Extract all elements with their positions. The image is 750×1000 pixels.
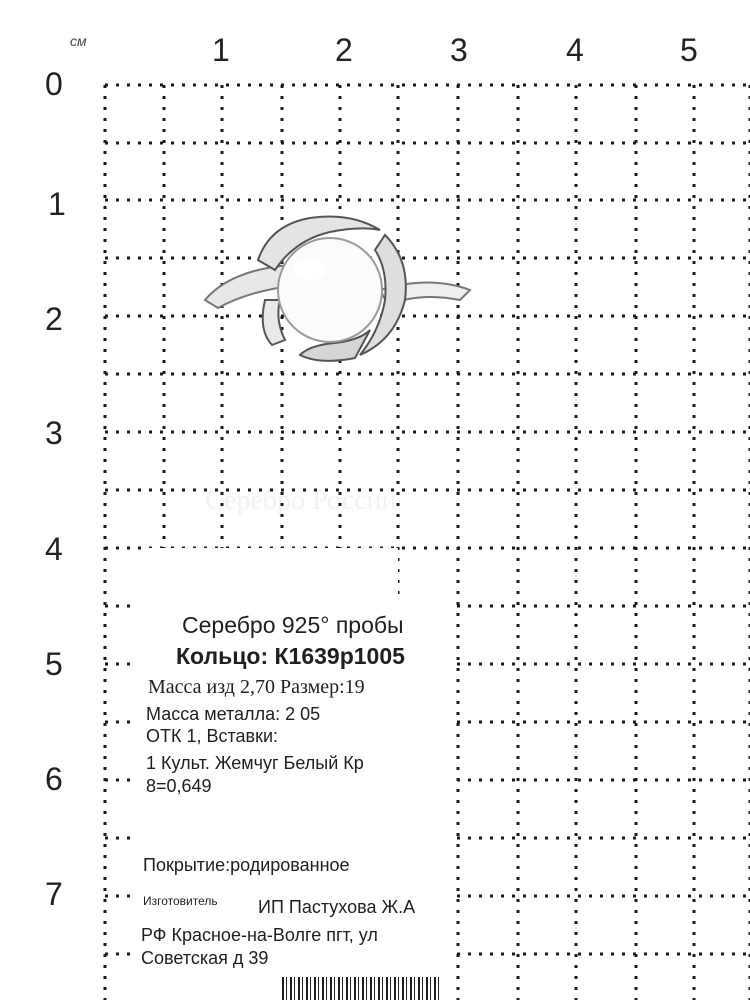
ruler-top-tick: 1 bbox=[212, 32, 230, 68]
tag-address-line1: РФ Красное-на-Волге пгт, ул bbox=[141, 925, 378, 945]
ring-image bbox=[205, 217, 470, 361]
tag-carat: 8=0,649 bbox=[146, 776, 212, 796]
ruler-top-tick: 4 bbox=[566, 32, 584, 68]
watermark: Серебро России bbox=[205, 485, 397, 516]
ruler-top-tick: 3 bbox=[450, 32, 468, 68]
ruler-top-tick: 5 bbox=[680, 32, 698, 68]
ruler-left-tick: 7 bbox=[45, 876, 63, 912]
ruler-left-tick: 1 bbox=[48, 186, 66, 222]
tag-metal-mass: Масса металла: 2 05 bbox=[146, 704, 321, 724]
tag-material: Серебро 925° пробы bbox=[182, 612, 404, 638]
tag-manufacturer-name: ИП Пастухова Ж.А bbox=[258, 897, 416, 917]
barcode bbox=[282, 977, 442, 1000]
ruler-left-tick: 3 bbox=[45, 415, 63, 451]
tag-manufacturer-caption: Изготовитель bbox=[143, 894, 218, 908]
ruler-left-tick: 6 bbox=[45, 761, 63, 797]
ruler-left-tick: 2 bbox=[45, 301, 63, 337]
tag-insert: 1 Культ. Жемчуг Белый Кр bbox=[146, 753, 364, 773]
tag-product-code: Кольцо: К1639р1005 bbox=[176, 643, 405, 669]
tag-coating: Покрытие:родированное bbox=[143, 855, 350, 875]
ruler-left-tick: 5 bbox=[45, 646, 63, 682]
ruler-top-tick: 2 bbox=[335, 32, 353, 68]
tag-otk: ОТК 1, Вставки: bbox=[146, 726, 279, 746]
ruler-left-tick: 0 bbox=[45, 66, 63, 102]
tag-mass-size: Масса изд 2,70 Размер:19 bbox=[148, 676, 365, 698]
tag-address-line2: Советская д 39 bbox=[141, 948, 269, 968]
ruler-unit-label: см bbox=[70, 33, 87, 49]
ruler-left-tick: 4 bbox=[45, 531, 63, 567]
